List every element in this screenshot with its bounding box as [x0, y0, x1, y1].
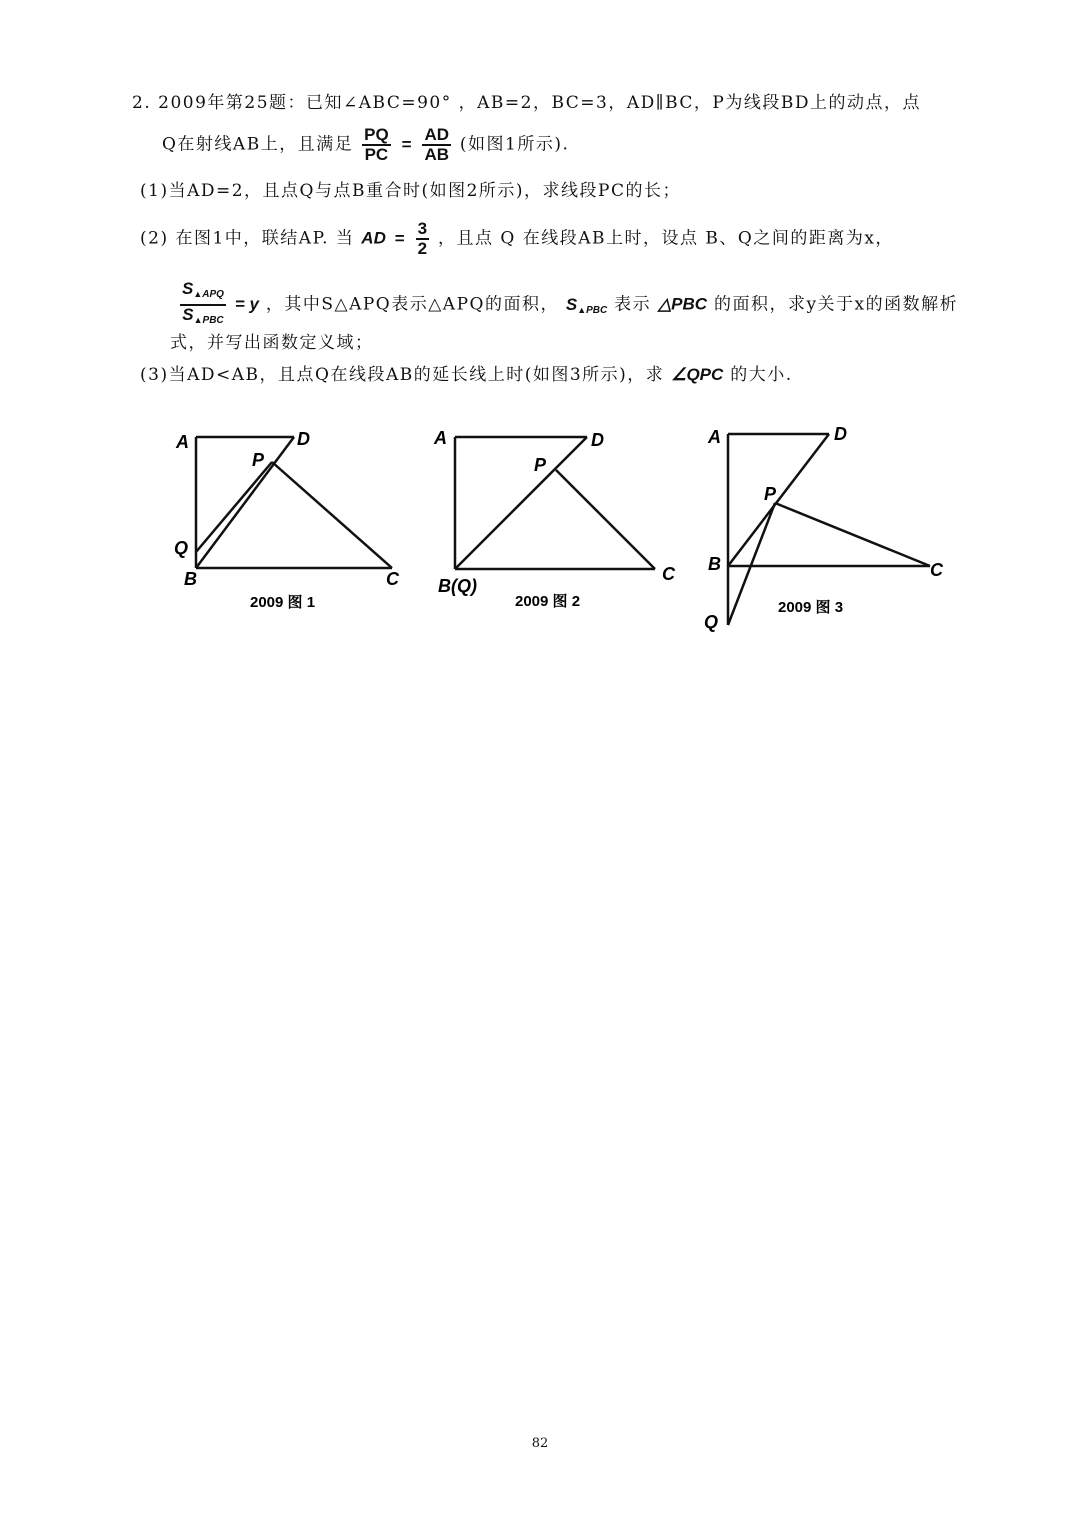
fig2-pc [556, 470, 655, 569]
s-pbc-sub-text: PBC [586, 304, 608, 316]
part-2-three-halves [416, 220, 429, 258]
fig3-label-p: P [764, 484, 777, 504]
fig2-label-bq: B(Q) [438, 576, 477, 596]
area-denominator [180, 306, 225, 330]
fig2-bd [455, 437, 587, 569]
part-2-equals: = [394, 228, 405, 248]
fig3-label-c: C [930, 560, 943, 580]
equals-sign: = [401, 134, 412, 154]
fig1-label-a: A [176, 432, 189, 452]
s-pbc [566, 295, 607, 314]
area-numerator [180, 280, 226, 306]
part-1 [140, 178, 681, 204]
problem-condition [162, 126, 569, 164]
area-explain: ，其中S△APQ表示△APQ的面积， [265, 294, 559, 315]
fig1-label-c: C [386, 569, 399, 589]
ratio-pq-pc [362, 126, 391, 164]
page-number: 82 [531, 1436, 549, 1451]
part-2-domain [170, 330, 374, 356]
part-2-area-ratio [178, 280, 958, 330]
part-3-lead: (3)当AD<AB，且点Q在线段AB的延长线上时(如图3所示)，求 [140, 365, 665, 385]
fig2-label-c: C [662, 564, 675, 584]
ratio-pq: PQ [364, 125, 389, 144]
fig1-pc [272, 462, 392, 568]
part-2 [140, 220, 894, 258]
area-equals-y: = y [234, 294, 259, 314]
fig1-caption: 2009 图 1 [250, 594, 316, 611]
part-3-tail: 的大小. [730, 365, 793, 385]
fig3-pc [775, 503, 930, 566]
fig2-caption: 2009 图 2 [515, 593, 581, 610]
fig1-label-b: B [184, 569, 197, 589]
fig3-pq [728, 503, 775, 625]
problem-intro [132, 90, 921, 116]
part-2-lead: (2) 在图1中，联结AP. 当 [140, 228, 355, 249]
ratio-ab: AB [424, 145, 449, 164]
problem-line1: 2. 2009年第25题：已知∠ABC=90° ，AB=2，BC=3，AD∥BC，P为线段BD上的动点，点 [132, 93, 921, 113]
area-tail: 的面积，求y关于x的函数解析 [713, 294, 959, 315]
fig2-label-d: D [591, 430, 604, 450]
ratio-pc: PC [364, 145, 389, 164]
fig3-bd [728, 434, 829, 566]
area-show: 表示 [614, 294, 652, 315]
fig1-label-p: P [252, 450, 265, 470]
frac-denominator: 2 [417, 239, 428, 258]
part-2-ad: AD [361, 228, 386, 248]
fig1-bd [196, 437, 294, 568]
figure-2 [455, 437, 655, 569]
ratio-ad-ab [422, 126, 451, 164]
part-2-tail: ，且点 Q 在线段AB上时，设点 B、Q之间的距离为x， [437, 228, 894, 249]
s-pbc-s: S [565, 294, 578, 314]
part-3 [140, 362, 793, 388]
angle-qpc: ∠QPC [671, 365, 724, 384]
part-1-text: (1)当AD=2，且点Q与点B重合时(如图2所示)，求线段PC的长； [140, 181, 682, 201]
fig3-label-q: Q [704, 612, 719, 632]
triangle-pbc: △PBC [658, 294, 708, 314]
fig1-qp [196, 462, 272, 552]
part-2-domain-text: 式，并写出函数定义域； [170, 333, 374, 353]
fig2-label-a: A [434, 428, 447, 448]
fig2-label-p: P [534, 455, 547, 475]
area-den-s: S [182, 305, 194, 324]
fig1-label-d: D [297, 429, 310, 449]
area-den-sub-text: PBC [202, 315, 224, 326]
area-num-s: S [182, 279, 194, 298]
area-ratio-fraction [180, 280, 226, 330]
condition-text: Q在射线AB上，且满足 [162, 134, 354, 155]
area-num-sub: ▲APQ [193, 289, 224, 300]
fig3-label-b: B [708, 554, 721, 574]
fig3-label-a: A [708, 427, 721, 447]
figure-3 [728, 434, 930, 625]
area-num-sub-text: APQ [202, 289, 224, 300]
fig1-label-q: Q [174, 538, 189, 558]
fig3-caption: 2009 图 3 [778, 599, 844, 616]
condition-figure-ref: (如图1所示). [459, 134, 570, 155]
figures [0, 410, 1080, 640]
figure-1 [196, 437, 392, 568]
s-pbc-sub: ▲PBC [577, 304, 608, 316]
fig3-label-d: D [834, 424, 847, 444]
frac-numerator: 3 [417, 219, 428, 238]
area-den-sub: ▲PBC [193, 315, 224, 326]
ratio-ad: AD [424, 125, 449, 144]
